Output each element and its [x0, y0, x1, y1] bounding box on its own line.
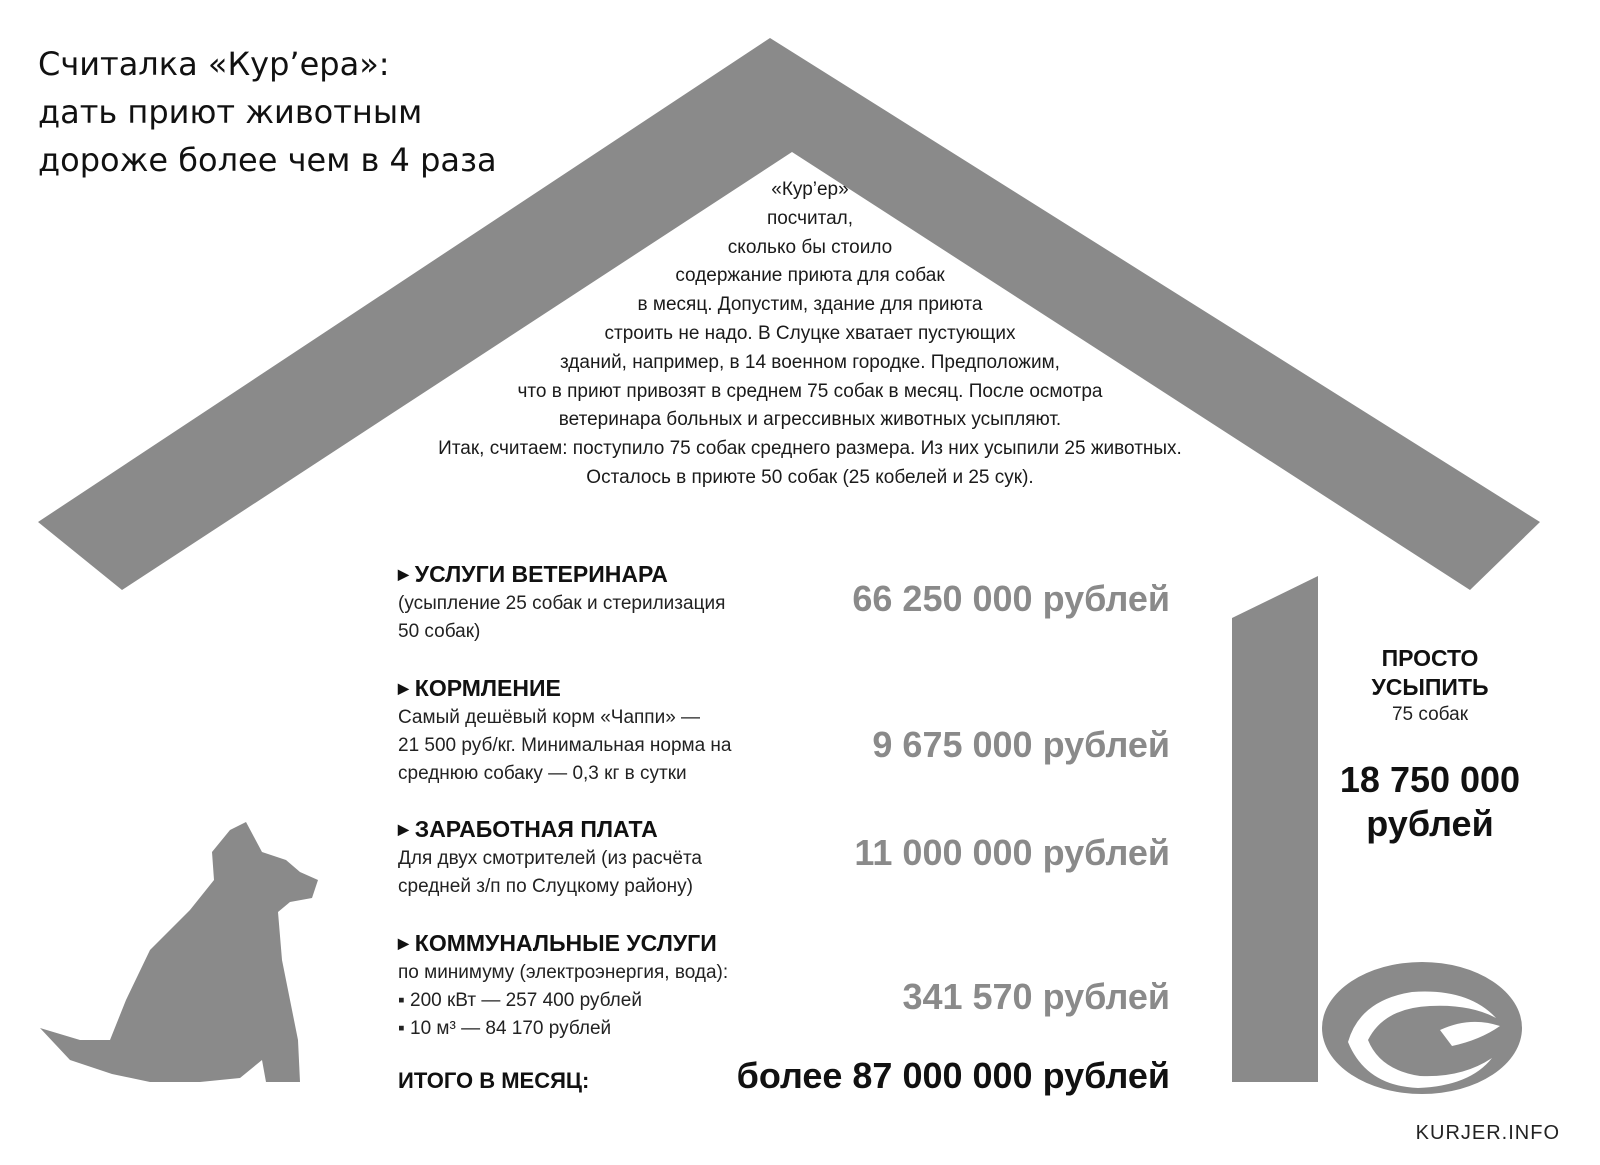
triangle-right-icon: ▶ — [398, 820, 409, 837]
triangle-right-icon: ▶ — [398, 565, 409, 582]
cost-item-food — [398, 674, 798, 788]
side-amount-unit: рублей — [1366, 803, 1494, 844]
intro-line: сколько бы стоило — [727, 236, 893, 258]
house-wall-right — [1232, 576, 1318, 1082]
item-heading: ЗАРАБОТНАЯ ПЛАТА — [414, 816, 658, 842]
desc-line: 50 собак) — [398, 620, 481, 642]
item-amount: 11 000 000 рублей — [854, 832, 1170, 873]
cost-item-vet — [398, 560, 798, 646]
total-label: ИТОГО В МЕСЯЦ: — [398, 1068, 590, 1093]
desc-line: ▪ 10 м³ — 84 170 рублей — [398, 1017, 612, 1039]
intro-text — [380, 176, 1240, 493]
triangle-right-icon: ▶ — [398, 934, 409, 951]
sleeping-dog-icon — [1322, 962, 1522, 1094]
item-amount: 66 250 000 рублей — [852, 578, 1170, 619]
desc-line: среднюю собаку — 0,3 кг в сутки — [398, 762, 687, 784]
page-title — [38, 40, 497, 184]
title-line-3: дороже более чем в 4 раза — [38, 141, 497, 179]
triangle-right-icon: ▶ — [398, 679, 409, 696]
side-amount-number: 18 750 000 — [1339, 759, 1521, 800]
item-heading: КОРМЛЕНИЕ — [414, 675, 561, 701]
item-description — [398, 590, 798, 646]
side-heading-1: ПРОСТО — [1381, 645, 1479, 671]
item-amount: 341 570 рублей — [902, 976, 1170, 1017]
intro-line: содержание приюта для собак — [675, 265, 945, 287]
side-note — [1330, 644, 1530, 846]
intro-line: что в приют привозят в среднем 75 собак в месяц. После осмотра — [517, 380, 1103, 402]
intro-line: ветеринара больных и агрессивных животных усыпляют. — [558, 409, 1062, 431]
desc-line: Для двух смотрителей (из расчёта — [398, 847, 702, 869]
desc-line: ▪ 200 кВт — 257 400 рублей — [398, 989, 642, 1011]
brand-logo-text: KURJER.INFO — [1415, 1122, 1560, 1144]
side-subtext: 75 собак — [1391, 704, 1469, 725]
desc-line: по минимуму (электроэнергия, вода): — [398, 961, 729, 983]
cost-item-utilities — [398, 929, 798, 1043]
item-heading: КОММУНАЛЬНЫЕ УСЛУГИ — [414, 930, 717, 956]
desc-line: Самый дешёвый корм «Чаппи» — — [398, 706, 701, 728]
intro-line: строить не надо. В Слуцке хватает пустующих — [604, 322, 1016, 344]
desc-line: (усыпление 25 собак и стерилизация — [398, 592, 726, 614]
item-description — [398, 845, 798, 901]
total-value: более 87 000 000 рублей — [736, 1055, 1170, 1096]
sitting-dog-icon — [40, 822, 318, 1082]
intro-line: зданий, например, в 14 военном городке. Предположим, — [560, 351, 1060, 373]
intro-line: Итак, считаем: поступило 75 собак среднего размера. Из них усыпили 25 животных. — [438, 438, 1182, 460]
title-line-2: дать приют животным — [38, 93, 423, 131]
desc-line: средней з/п по Слуцкому району) — [398, 875, 693, 897]
side-heading-2: УСЫПИТЬ — [1371, 674, 1489, 700]
item-description — [398, 704, 798, 788]
intro-line: «Кур’ер» — [771, 179, 849, 200]
title-line-1: Считалка «Кур’ера»: — [38, 45, 390, 83]
intro-line: посчитал, — [766, 207, 854, 229]
item-heading: УСЛУГИ ВЕТЕРИНАРА — [414, 561, 668, 587]
intro-line: Осталось в приюте 50 собак (25 кобелей и 25 сук). — [586, 466, 1034, 488]
desc-line: 21 500 руб/кг. Минимальная норма на — [398, 734, 732, 756]
intro-line: в месяц. Допустим, здание для приюта — [637, 294, 983, 316]
item-description — [398, 959, 798, 1043]
item-amount: 9 675 000 рублей — [872, 724, 1170, 765]
cost-item-salary — [398, 815, 798, 901]
